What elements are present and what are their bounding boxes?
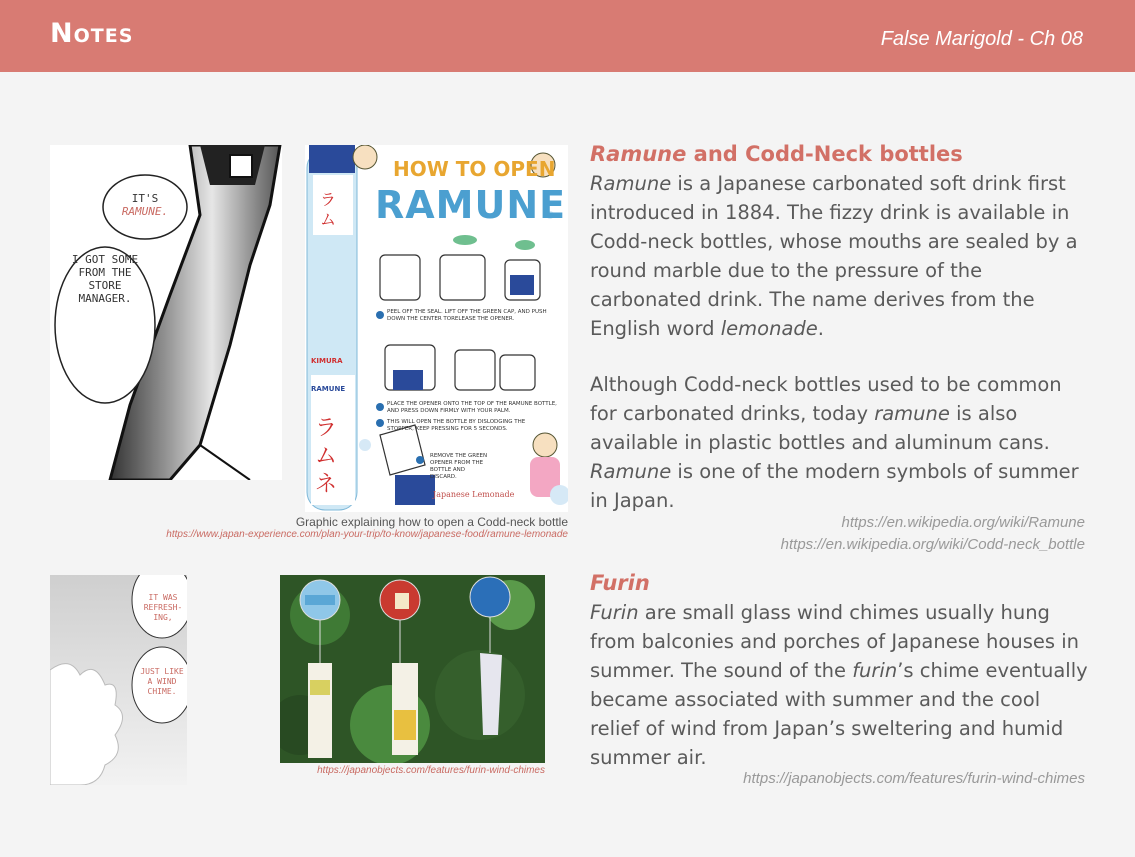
chapter-label: False Marigold - Ch 08 [880,28,1083,50]
manga-panel-furin [50,575,187,785]
caption-url: https://japanobjects.com/features/furin-wind-chimes [317,765,545,776]
ramune-sources [640,512,1085,556]
source-link[interactable]: https://japanobjects.com/features/furin-wind-chimes [743,770,1085,787]
paragraph-text: . [817,317,824,340]
caption-url: https://www.japan-experience.com/plan-your-trip/to-know/japanese-food/ramune-lemonade [166,529,568,540]
manga-panel-ramune [50,145,282,480]
heading-italic: Furin [590,571,650,595]
paragraph-text: is a Japanese carbonated soft drink first introduced in 1884. The fizzy drink is available in Codd-neck bottles, whose mouths are sealed by a round marble due to the pressure of the carbonated drink. The name derives from the English word [590,172,1078,340]
italic-term: ramune [874,402,950,425]
speech-bubble-1: IT WAS REFRESH-ING, [143,593,183,622]
paragraph-text: Although Codd-neck bottles used to be common for carbonated drinks, today [590,373,1062,425]
graphic-title-top: HOW TO OPEN [393,157,556,181]
graphic-label-kimura: KIMURA [311,357,343,365]
furin-source [640,768,1085,790]
graphic-label-ramune: RAMUNE [311,385,346,393]
speech-text: IT'S [131,192,159,205]
page-title: Notes [50,18,134,49]
svg-text:ラ: ラ [320,190,337,209]
graphic-title-main: RAMUNE [375,183,567,227]
ramune-paragraph-1 [590,169,1090,343]
paragraph-text: is one of the modern symbols of summer in Japan. [590,460,1079,512]
italic-term: Ramune [590,172,672,195]
svg-text:ラ: ラ [315,416,338,441]
caption-text: Graphic explaining how to open a Codd-neck bottle [295,515,568,529]
paragraph-text: are small glass wind chimes usually hung from balconies and porches of Japanese houses in summer. The sound of the [590,601,1079,682]
graphic-step-3: THIS WILL OPEN THE BOTTLE BY DISLODGING THE STOPPER, KEEP PRESSING FOR 5 SECONDS. [387,419,526,432]
svg-text:ム: ム [315,444,338,469]
source-link[interactable]: https://en.wikipedia.org/wiki/Ramune [841,514,1085,531]
speech-bubble-1 [112,192,178,218]
speech-bubble-2: I GOT SOME FROM THE STORE MANAGER. [71,253,139,305]
ramune-caption [60,515,568,540]
furin-heading [590,571,650,595]
svg-text:ネ: ネ [315,472,338,497]
speech-text-red: RAMUNE. [121,205,169,218]
wind-chimes-photo [280,575,545,763]
speech-bubble-2: JUST LIKE A WIND CHIME. [140,667,184,696]
heading-italic: Ramune [590,142,687,166]
furin-photo [280,575,545,763]
graphic-step-1: PEEL OFF THE SEAL. LIFT OFF THE GREEN CAP, AND PUSH DOWN THE CENTER TORELEASE THE OPENER. [387,309,547,322]
graphic-step-4: REMOVE THE GREEN OPENER FROM THE BOTTLE AND DISCARD. [430,453,488,480]
furin-photo-caption [260,765,545,776]
italic-term: Furin [590,601,639,624]
ramune-paragraph-2 [590,370,1090,515]
furin-paragraph [590,598,1090,772]
ramune-heading [590,142,963,166]
paragraph-text: is also available in plastic bottles and aluminum cans. [590,402,1050,454]
paragraph-text: ’s chime eventually became associated with summer and the cool relief of wind from Japan’s sweltering and humid summer air. [590,659,1088,769]
italic-term: furin [852,659,898,682]
source-link[interactable]: https://en.wikipedia.org/wiki/Codd-neck_bottle [780,536,1085,553]
graphic-footer: Japanese Lemonade [433,490,515,499]
graphic-step-2: PLACE THE OPENER ONTO THE TOP OF THE RAMUNE BOTTLE, AND PRESS DOWN FIRMLY WITH YOUR PALM. [387,401,557,414]
italic-term: lemonade [720,317,818,340]
italic-term: Ramune [590,460,672,483]
heading-rest: and Codd-Neck bottles [686,142,963,166]
svg-text:ム: ム [320,210,337,229]
header-bar [0,0,1135,72]
ramune-howto-graphic [305,145,568,512]
